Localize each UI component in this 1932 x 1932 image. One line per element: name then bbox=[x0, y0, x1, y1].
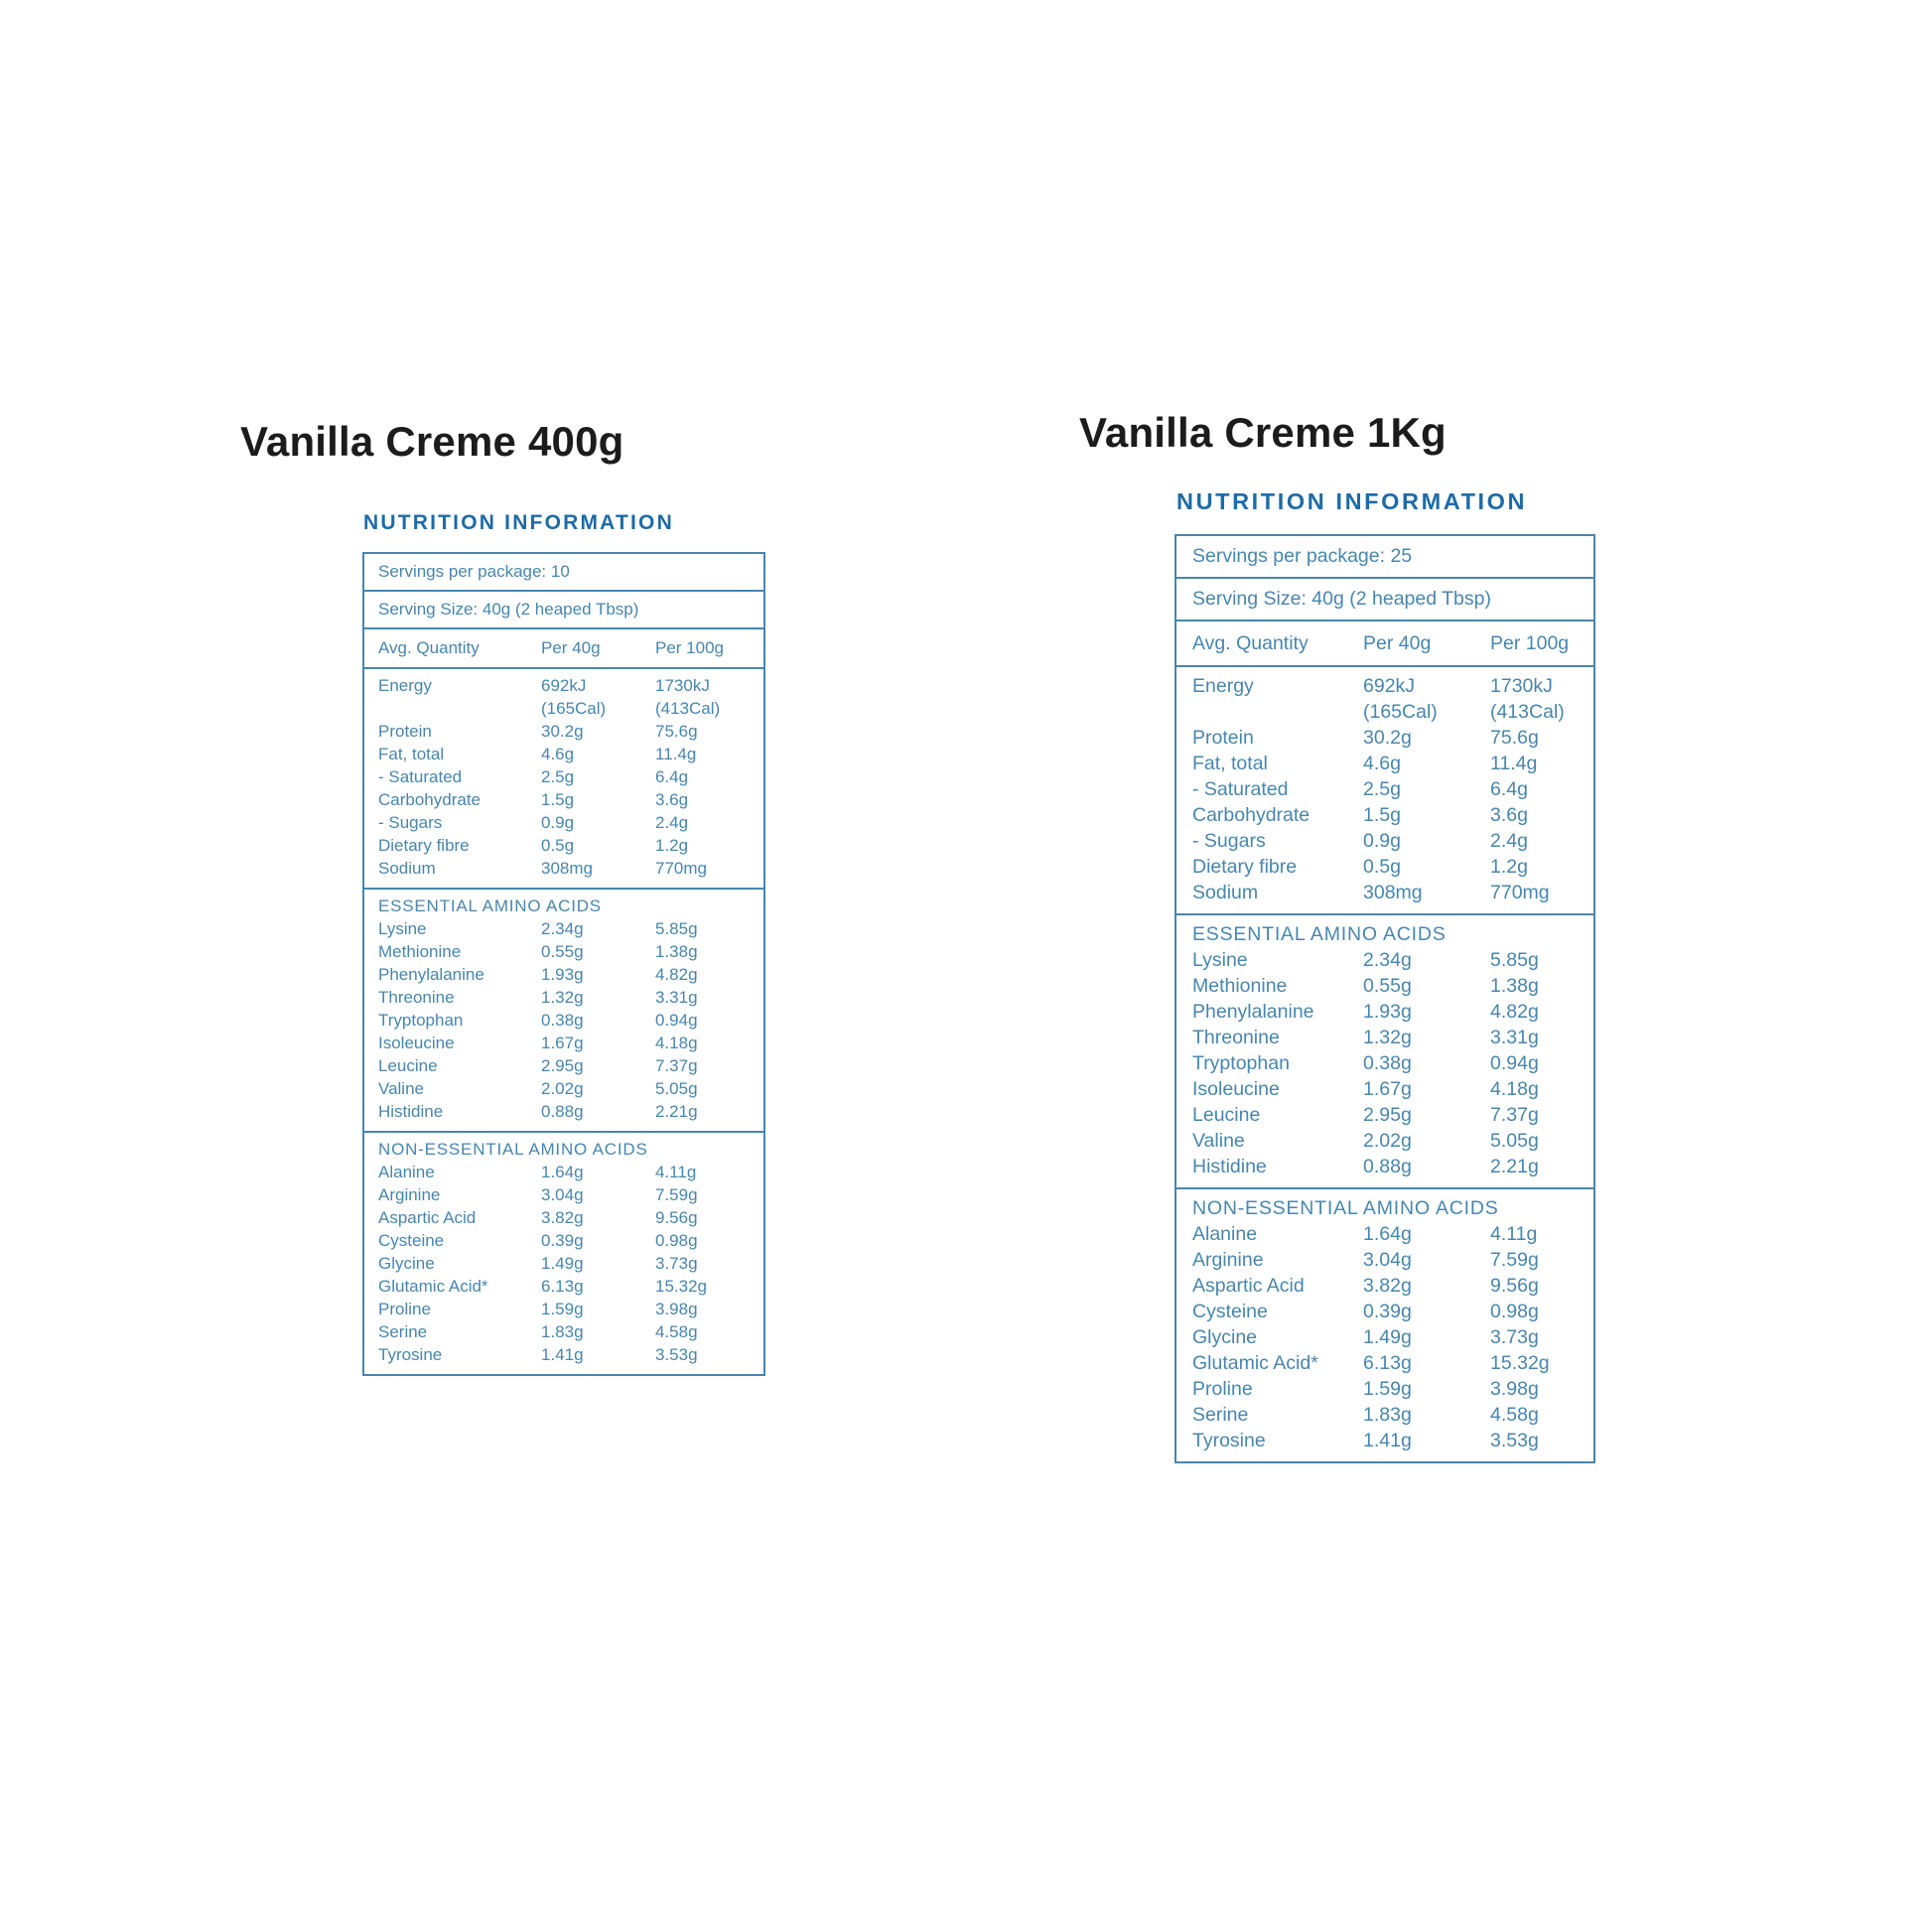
nutrient-label: Protein bbox=[1192, 727, 1254, 749]
per-100g-value: 11.4g bbox=[655, 745, 697, 763]
serving-size-row: Serving Size: 40g (2 heaped Tbsp) bbox=[1176, 577, 1593, 620]
per-40g-value: 6.13g bbox=[541, 1277, 584, 1296]
nutrient-row bbox=[364, 765, 763, 788]
nutrient-row bbox=[364, 1054, 763, 1077]
nutrient-label: Proline bbox=[378, 1300, 431, 1318]
main-nutrients-section bbox=[1176, 665, 1593, 913]
per-100g-value: 4.58g bbox=[655, 1322, 698, 1341]
per-40g-value: 30.2g bbox=[1363, 727, 1412, 749]
nutrient-row bbox=[1176, 999, 1593, 1025]
nutrient-row bbox=[364, 940, 763, 963]
per-40g-value: 308mg bbox=[541, 859, 593, 878]
per-100g-value: 0.94g bbox=[1490, 1052, 1539, 1074]
column-avg-quantity: Avg. Quantity bbox=[378, 638, 480, 657]
section-heading: NON-ESSENTIAL AMINO ACIDS bbox=[378, 1140, 648, 1159]
per-40g-value: 1.32g bbox=[541, 988, 584, 1007]
nutrition-information-heading: NUTRITION INFORMATION bbox=[1176, 488, 1528, 514]
per-40g-value: 2.02g bbox=[1363, 1130, 1412, 1152]
per-100g-value: 75.6g bbox=[655, 722, 698, 741]
per-40g-value: 0.5g bbox=[541, 836, 575, 855]
nutrient-row bbox=[1176, 673, 1593, 725]
nutrient-label: Glycine bbox=[378, 1254, 435, 1273]
nutrient-label: - Sugars bbox=[1192, 830, 1266, 852]
per-40g-value: 1.41g bbox=[541, 1345, 584, 1364]
nutrient-label: Alanine bbox=[1192, 1223, 1258, 1245]
per-40g-value: 4.6g bbox=[541, 745, 575, 763]
nutrient-label: Methionine bbox=[378, 942, 462, 961]
nutrient-row bbox=[364, 1206, 763, 1229]
nutrient-row bbox=[1176, 1050, 1593, 1076]
per-100g-value: 15.32g bbox=[1490, 1352, 1550, 1374]
per-40g-value: 0.39g bbox=[541, 1231, 584, 1250]
nutrient-label: Valine bbox=[378, 1079, 424, 1098]
per-100g-value: 75.6g bbox=[1490, 727, 1539, 749]
per-40g-value: 4.6g bbox=[1363, 753, 1401, 774]
nutrient-label: Protein bbox=[378, 722, 432, 741]
per-100g-value: 4.18g bbox=[655, 1034, 698, 1052]
per-100g-value: 15.32g bbox=[655, 1277, 707, 1296]
nutrient-label: Carbohydrate bbox=[1192, 804, 1311, 826]
amino-acids-section bbox=[1176, 1187, 1593, 1461]
column-per-40g: Per 40g bbox=[541, 638, 601, 657]
nutrient-row bbox=[364, 674, 763, 720]
nutrient-label: Proline bbox=[1192, 1378, 1253, 1400]
nutrient-label: Fat, total bbox=[378, 745, 445, 763]
nutrient-label: Phenylalanine bbox=[1192, 1001, 1314, 1023]
nutrient-row bbox=[364, 720, 763, 743]
nutrient-row bbox=[364, 1252, 763, 1275]
nutrient-row bbox=[364, 788, 763, 811]
per-40g-line-1: 692kJ bbox=[1363, 675, 1416, 697]
nutrient-label: Isoleucine bbox=[378, 1034, 455, 1052]
per-40g-value: 308mg bbox=[1363, 882, 1423, 903]
per-40g-value: 6.13g bbox=[1363, 1352, 1412, 1374]
per-40g-value: 3.04g bbox=[1363, 1249, 1412, 1271]
per-40g-value bbox=[541, 674, 655, 720]
nutrient-row bbox=[1176, 725, 1593, 751]
nutrient-label: Leucine bbox=[1192, 1104, 1261, 1126]
nutrient-label: Threonine bbox=[378, 988, 455, 1007]
nutrient-row bbox=[364, 1229, 763, 1252]
section-heading: ESSENTIAL AMINO ACIDS bbox=[1192, 923, 1447, 945]
nutrient-label: Alanine bbox=[378, 1163, 435, 1181]
per-100g-value: 3.53g bbox=[655, 1345, 698, 1364]
nutrient-label: Sodium bbox=[378, 859, 436, 878]
nutrient-row bbox=[1176, 802, 1593, 828]
nutrient-row bbox=[364, 986, 763, 1009]
per-100g-value: 3.6g bbox=[655, 790, 689, 809]
per-40g-value: 1.32g bbox=[1363, 1027, 1412, 1048]
servings-per-package-row: Servings per package: 10 bbox=[378, 562, 570, 581]
per-100g-value: 2.4g bbox=[655, 813, 689, 832]
per-40g-value: 1.64g bbox=[541, 1163, 584, 1181]
per-100g-value: 7.37g bbox=[1490, 1104, 1539, 1126]
per-100g-value: 1.38g bbox=[655, 942, 698, 961]
nutrient-label: Cysteine bbox=[1192, 1301, 1268, 1322]
amino-acids-section bbox=[364, 1131, 763, 1374]
per-100g-value: 3.53g bbox=[1490, 1430, 1539, 1451]
per-100g-value: 0.98g bbox=[655, 1231, 698, 1250]
per-100g-value: 5.85g bbox=[1490, 949, 1539, 971]
nutrient-label: Tryptophan bbox=[1192, 1052, 1290, 1074]
nutrient-label: Dietary fibre bbox=[1192, 856, 1298, 878]
per-40g-value: 1.59g bbox=[1363, 1378, 1412, 1400]
per-40g-value: 1.67g bbox=[1363, 1078, 1412, 1100]
per-40g-line-2: (165Cal) bbox=[1363, 701, 1438, 723]
per-100g-value: 7.59g bbox=[1490, 1249, 1539, 1271]
nutrient-label: Tyrosine bbox=[1192, 1430, 1266, 1451]
per-40g-value: 1.83g bbox=[541, 1322, 584, 1341]
per-40g-value: 3.04g bbox=[541, 1185, 584, 1204]
nutrient-row bbox=[364, 834, 763, 857]
per-100g-value: 2.4g bbox=[1490, 830, 1528, 852]
per-40g-value: 30.2g bbox=[541, 722, 584, 741]
per-40g-value: 0.38g bbox=[1363, 1052, 1412, 1074]
nutrient-label: Methionine bbox=[1192, 975, 1288, 997]
nutrient-row bbox=[1176, 947, 1593, 973]
nutrient-label: Tyrosine bbox=[378, 1345, 443, 1364]
nutrient-row bbox=[1176, 1299, 1593, 1324]
per-100g-value: 4.18g bbox=[1490, 1078, 1539, 1100]
nutrient-row bbox=[364, 1009, 763, 1032]
nutrient-row bbox=[1176, 1221, 1593, 1247]
nutrient-row bbox=[1176, 1350, 1593, 1376]
nutrient-label: Dietary fibre bbox=[378, 836, 470, 855]
nutrient-row bbox=[364, 857, 763, 880]
per-40g-value: 2.02g bbox=[541, 1079, 584, 1098]
per-100g-value: 770mg bbox=[655, 859, 707, 878]
per-100g-value: 1.2g bbox=[655, 836, 689, 855]
per-100g-value: 4.58g bbox=[1490, 1404, 1539, 1426]
nutrient-label: Arginine bbox=[378, 1185, 441, 1204]
nutrition-information-heading: NUTRITION INFORMATION bbox=[363, 511, 674, 534]
column-per-100g: Per 100g bbox=[1490, 632, 1570, 654]
per-100g-value: 5.85g bbox=[655, 919, 698, 938]
nutrient-row bbox=[1176, 854, 1593, 880]
nutrient-label: - Sugars bbox=[378, 813, 443, 832]
nutrient-label: Carbohydrate bbox=[378, 790, 482, 809]
nutrient-label: Aspartic Acid bbox=[1192, 1275, 1305, 1297]
nutrient-row bbox=[364, 743, 763, 765]
per-40g-value: 0.39g bbox=[1363, 1301, 1412, 1322]
nutrient-row bbox=[364, 1032, 763, 1054]
per-100g-value: 6.4g bbox=[1490, 778, 1528, 800]
nutrient-row bbox=[1176, 828, 1593, 854]
nutrient-label: - Saturated bbox=[1192, 778, 1289, 800]
per-100g-value bbox=[1490, 673, 1593, 725]
nutrient-row bbox=[1176, 1102, 1593, 1128]
per-40g-value: 1.67g bbox=[541, 1034, 584, 1052]
per-40g-value: 1.49g bbox=[541, 1254, 584, 1273]
per-40g-value: 0.88g bbox=[1363, 1156, 1412, 1177]
nutrition-table-1kg bbox=[1174, 534, 1595, 1463]
per-100g-value: 770mg bbox=[1490, 882, 1550, 903]
amino-acids-section bbox=[1176, 913, 1593, 1187]
per-100g-value: 3.6g bbox=[1490, 804, 1528, 826]
nutrient-row bbox=[364, 811, 763, 834]
nutrient-row bbox=[1176, 880, 1593, 905]
per-100g-value: 3.31g bbox=[1490, 1027, 1539, 1048]
per-40g-value: 3.82g bbox=[1363, 1275, 1412, 1297]
per-100g-value: 9.56g bbox=[655, 1208, 698, 1227]
per-100g-value: 3.98g bbox=[655, 1300, 698, 1318]
column-per-40g: Per 40g bbox=[1363, 632, 1432, 654]
per-100g-line-2: (413Cal) bbox=[1490, 701, 1565, 723]
product-title-1kg: Vanilla Creme 1Kg bbox=[1079, 409, 1447, 456]
per-40g-value: 2.5g bbox=[1363, 778, 1401, 800]
per-100g-value: 1.38g bbox=[1490, 975, 1539, 997]
per-100g-value: 3.31g bbox=[655, 988, 698, 1007]
per-100g-value: 2.21g bbox=[655, 1102, 698, 1121]
per-100g-value: 3.73g bbox=[1490, 1326, 1539, 1348]
per-100g-line-2: (413Cal) bbox=[655, 699, 721, 718]
per-100g-value: 4.82g bbox=[1490, 1001, 1539, 1023]
section-heading: ESSENTIAL AMINO ACIDS bbox=[378, 897, 602, 915]
per-100g-value: 5.05g bbox=[655, 1079, 698, 1098]
per-40g-value: 0.9g bbox=[1363, 830, 1401, 852]
column-header-row bbox=[1176, 620, 1593, 665]
nutrient-label: Serine bbox=[1192, 1404, 1249, 1426]
nutrient-label: Glutamic Acid* bbox=[1192, 1352, 1318, 1374]
per-40g-value: 0.38g bbox=[541, 1011, 584, 1030]
per-100g-value: 11.4g bbox=[1490, 753, 1538, 774]
per-40g-line-1: 692kJ bbox=[541, 676, 587, 695]
per-40g-value bbox=[1363, 673, 1490, 725]
section-heading: NON-ESSENTIAL AMINO ACIDS bbox=[1192, 1197, 1499, 1219]
nutrient-row bbox=[364, 1161, 763, 1183]
per-100g-value: 9.56g bbox=[1490, 1275, 1539, 1297]
nutrient-row bbox=[1176, 1324, 1593, 1350]
per-100g-value: 7.59g bbox=[655, 1185, 698, 1204]
nutrient-row bbox=[364, 963, 763, 986]
per-100g-value: 5.05g bbox=[1490, 1130, 1539, 1152]
per-40g-value: 2.34g bbox=[541, 919, 584, 938]
per-100g-value: 1.2g bbox=[1490, 856, 1528, 878]
per-100g-value: 4.11g bbox=[655, 1163, 697, 1181]
nutrient-label: Histidine bbox=[1192, 1156, 1267, 1177]
serving-size-row: Serving Size: 40g (2 heaped Tbsp) bbox=[364, 590, 763, 627]
per-100g-value: 0.98g bbox=[1490, 1301, 1539, 1322]
nutrient-row bbox=[1176, 1376, 1593, 1402]
nutrient-label: Serine bbox=[378, 1322, 428, 1341]
per-40g-value: 1.49g bbox=[1363, 1326, 1412, 1348]
per-40g-value: 2.5g bbox=[541, 767, 575, 786]
nutrient-row bbox=[1176, 1273, 1593, 1299]
nutrient-row bbox=[1176, 1247, 1593, 1273]
per-40g-value: 2.95g bbox=[1363, 1104, 1412, 1126]
per-40g-value: 0.55g bbox=[541, 942, 584, 961]
nutrient-row bbox=[1176, 1428, 1593, 1453]
nutrient-row bbox=[364, 917, 763, 940]
per-100g-value: 3.73g bbox=[655, 1254, 698, 1273]
per-40g-value: 1.83g bbox=[1363, 1404, 1412, 1426]
per-100g-value: 4.82g bbox=[655, 965, 698, 984]
nutrient-label: Sodium bbox=[1192, 882, 1259, 903]
nutrient-row bbox=[364, 1183, 763, 1206]
nutrient-row bbox=[1176, 1128, 1593, 1154]
nutrient-row bbox=[364, 1343, 763, 1366]
nutrition-table-400g bbox=[362, 552, 765, 1376]
nutrient-label: Fat, total bbox=[1192, 753, 1268, 774]
per-100g-line-1: 1730kJ bbox=[655, 676, 710, 695]
nutrient-row bbox=[1176, 751, 1593, 776]
per-100g-value: 2.21g bbox=[1490, 1156, 1539, 1177]
per-40g-value: 1.93g bbox=[1363, 1001, 1412, 1023]
nutrient-label: Arginine bbox=[1192, 1249, 1264, 1271]
nutrient-label: Energy bbox=[378, 676, 432, 695]
nutrient-label: - Saturated bbox=[378, 767, 463, 786]
per-40g-value: 1.93g bbox=[541, 965, 584, 984]
per-40g-value: 0.9g bbox=[541, 813, 575, 832]
product-title-400g: Vanilla Creme 400g bbox=[240, 418, 624, 465]
nutrient-label: Leucine bbox=[378, 1056, 438, 1075]
nutrient-row bbox=[1176, 1402, 1593, 1428]
per-40g-value: 2.34g bbox=[1363, 949, 1412, 971]
nutrient-label: Histidine bbox=[378, 1102, 444, 1121]
column-per-100g: Per 100g bbox=[655, 638, 724, 657]
nutrient-row bbox=[364, 1100, 763, 1123]
per-40g-value: 2.95g bbox=[541, 1056, 584, 1075]
servings-per-package-row: Servings per package: 25 bbox=[1192, 545, 1413, 567]
nutrient-row bbox=[364, 1275, 763, 1298]
nutrient-label: Isoleucine bbox=[1192, 1078, 1280, 1100]
per-100g-value: 7.37g bbox=[655, 1056, 698, 1075]
nutrient-label: Energy bbox=[1192, 675, 1254, 697]
main-nutrients-section bbox=[364, 667, 763, 888]
nutrient-label: Phenylalanine bbox=[378, 965, 484, 984]
per-100g-value: 6.4g bbox=[655, 767, 689, 786]
column-header-row bbox=[364, 627, 763, 667]
nutrient-row bbox=[1176, 973, 1593, 999]
nutrient-label: Lysine bbox=[1192, 949, 1248, 971]
nutrient-label: Tryptophan bbox=[378, 1011, 464, 1030]
per-40g-line-2: (165Cal) bbox=[541, 699, 607, 718]
amino-acids-section bbox=[364, 888, 763, 1131]
per-40g-value: 0.5g bbox=[1363, 856, 1401, 878]
per-40g-value: 3.82g bbox=[541, 1208, 584, 1227]
nutrient-label: Aspartic Acid bbox=[378, 1208, 477, 1227]
nutrient-row bbox=[1176, 776, 1593, 802]
nutrient-row bbox=[1176, 1025, 1593, 1050]
per-40g-value: 0.55g bbox=[1363, 975, 1412, 997]
nutrient-row bbox=[364, 1298, 763, 1320]
per-40g-value: 1.59g bbox=[541, 1300, 584, 1318]
column-avg-quantity: Avg. Quantity bbox=[1192, 632, 1309, 654]
per-100g-value: 0.94g bbox=[655, 1011, 698, 1030]
nutrient-label: Glycine bbox=[1192, 1326, 1258, 1348]
nutrient-label: Cysteine bbox=[378, 1231, 445, 1250]
per-40g-value: 0.88g bbox=[541, 1102, 584, 1121]
nutrient-label: Threonine bbox=[1192, 1027, 1280, 1048]
nutrient-label: Valine bbox=[1192, 1130, 1245, 1152]
nutrient-row bbox=[1176, 1154, 1593, 1179]
per-40g-value: 1.5g bbox=[1363, 804, 1401, 826]
per-100g-value bbox=[655, 674, 763, 720]
per-100g-line-1: 1730kJ bbox=[1490, 675, 1553, 697]
nutrient-label: Glutamic Acid* bbox=[378, 1277, 488, 1296]
per-100g-value: 4.11g bbox=[1490, 1223, 1538, 1245]
per-100g-value: 3.98g bbox=[1490, 1378, 1539, 1400]
nutrient-row bbox=[364, 1077, 763, 1100]
per-40g-value: 1.5g bbox=[541, 790, 575, 809]
per-40g-value: 1.41g bbox=[1363, 1430, 1412, 1451]
nutrient-row bbox=[364, 1320, 763, 1343]
per-40g-value: 1.64g bbox=[1363, 1223, 1412, 1245]
nutrient-row bbox=[1176, 1076, 1593, 1102]
nutrient-label: Lysine bbox=[378, 919, 427, 938]
